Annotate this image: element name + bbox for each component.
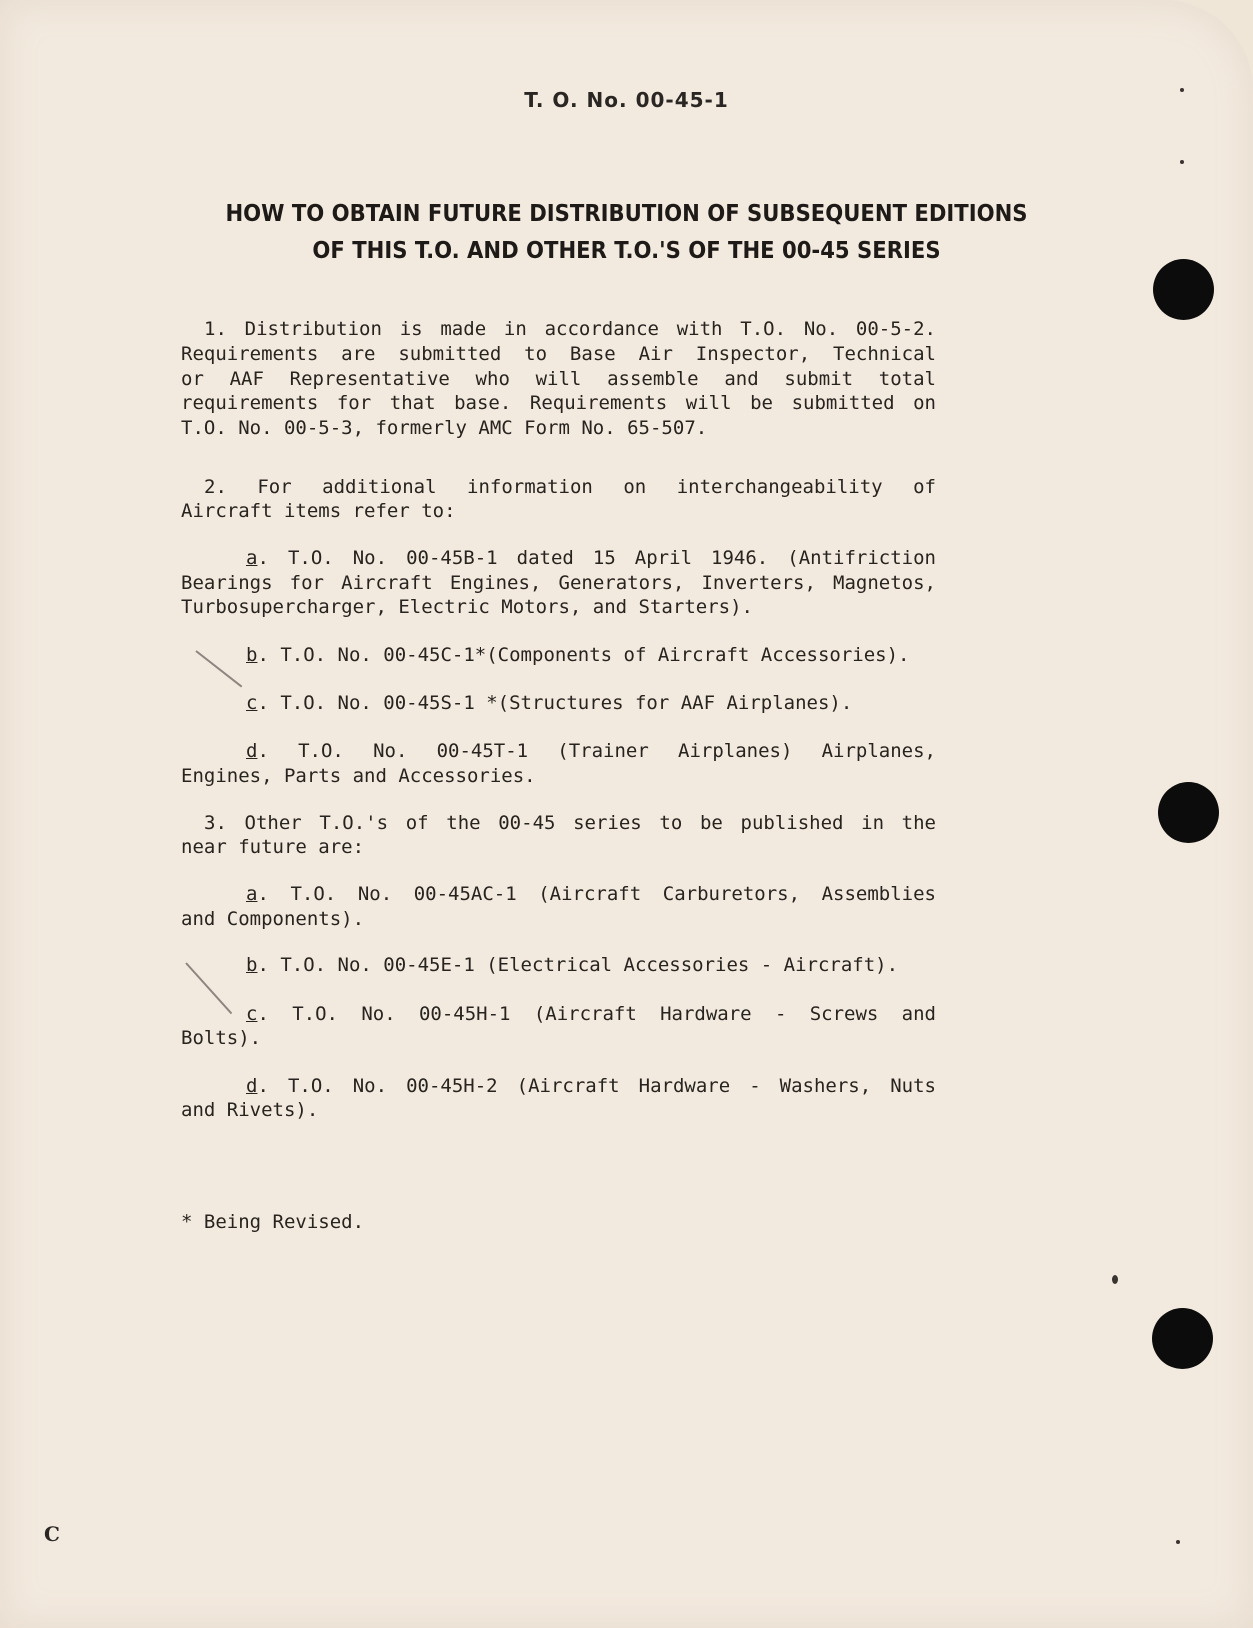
- item2c-line: c. T.O. No. 00-45S-1 *(Structures for AAF Airplanes).: [246, 692, 853, 714]
- item-letter: a: [246, 883, 258, 905]
- margin-speck: [1176, 1540, 1180, 1544]
- para1-line: or AAF Representative who will assemble and submit total: [181, 368, 936, 390]
- document-title: [50, 196, 1203, 270]
- item-letter: d: [246, 740, 258, 762]
- item2a-line: a. T.O. No. 00-45B-1 dated 15 April 1946. (Antifriction: [246, 547, 936, 569]
- title-line: HOW TO OBTAIN FUTURE DISTRIBUTION OF SUBSEQUENT EDITIONS: [225, 201, 1028, 227]
- item-letter: d: [246, 1075, 258, 1097]
- margin-speck: [1180, 88, 1184, 92]
- item3d-line: d. T.O. No. 00-45H-2 (Aircraft Hardware - Washers, Nuts: [246, 1075, 936, 1097]
- item3c-line: Bolts).: [181, 1027, 262, 1049]
- binder-hole: [1152, 1308, 1213, 1369]
- margin-speck: [1180, 160, 1184, 164]
- item2b-line: b. T.O. No. 00-45C-1*(Components of Aircraft Accessories).: [246, 644, 910, 666]
- item3d-line: and Rivets).: [181, 1099, 319, 1121]
- item3b-line: b. T.O. No. 00-45E-1 (Electrical Accessories - Aircraft).: [246, 954, 899, 976]
- item2a-line: Turbosupercharger, Electric Motors, and Starters).: [181, 596, 753, 618]
- document-header: T. O. No. 00-45-1: [524, 88, 729, 112]
- item2d-line: d. T.O. No. 00-45T-1 (Trainer Airplanes) Airplanes,: [246, 740, 936, 762]
- margin-speck: [1112, 1275, 1118, 1284]
- para2-line: Aircraft items refer to:: [181, 500, 456, 522]
- item-letter: b: [246, 954, 258, 976]
- para1-line: requirements for that base. Requirements will be submitted on: [181, 392, 936, 414]
- item3c-line: c. T.O. No. 00-45H-1 (Aircraft Hardware - Screws and: [246, 1003, 936, 1025]
- item3a-line: and Components).: [181, 908, 365, 930]
- item-letter: b: [246, 644, 258, 666]
- corner-letter: C: [44, 1522, 60, 1546]
- item2d-line: Engines, Parts and Accessories.: [181, 765, 536, 787]
- para2-line: 2. For additional information on interchangeability of: [204, 476, 936, 498]
- para1-line: T.O. No. 00-5-3, formerly AMC Form No. 65-507.: [181, 417, 708, 439]
- para3-line: near future are:: [181, 836, 365, 858]
- title-line: OF THIS T.O. AND OTHER T.O.'S OF THE 00-45 SERIES: [312, 238, 941, 264]
- pencil-mark: [185, 962, 232, 1014]
- item2a-line: Bearings for Aircraft Engines, Generators, Inverters, Magnetos,: [181, 572, 936, 594]
- binder-hole: [1153, 259, 1214, 320]
- item-letter: a: [246, 547, 258, 569]
- footnote: * Being Revised.: [181, 1211, 365, 1233]
- item-letter: c: [246, 692, 258, 714]
- para1-line: 1. Distribution is made in accordance with T.O. No. 00-5-2.: [204, 318, 936, 340]
- item3a-line: a. T.O. No. 00-45AC-1 (Aircraft Carburetors, Assemblies: [246, 883, 937, 905]
- para1-line: Requirements are submitted to Base Air Inspector, Technical: [181, 343, 936, 365]
- pencil-mark: [195, 650, 242, 687]
- binder-hole: [1158, 782, 1219, 843]
- para3-line: 3. Other T.O.'s of the 00-45 series to be published in the: [204, 812, 936, 834]
- item-letter: c: [246, 1003, 258, 1025]
